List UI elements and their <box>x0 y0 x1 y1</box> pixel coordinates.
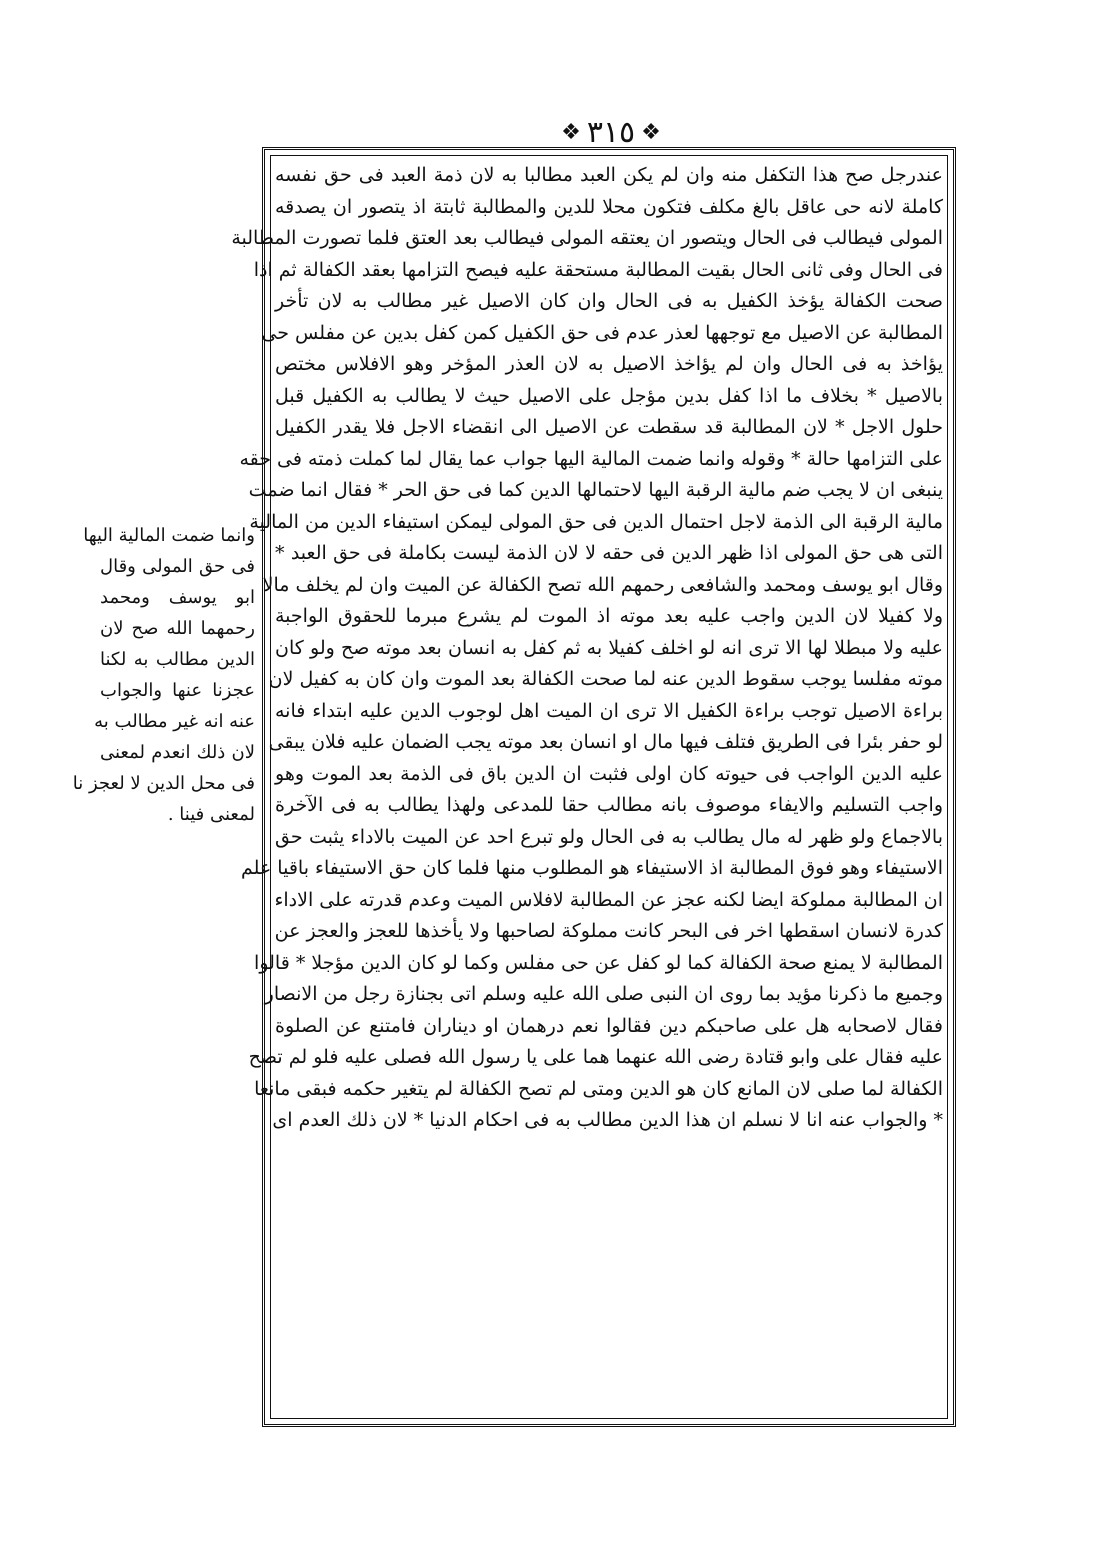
text-line: وجميع ما ذكرنا مؤيد بما روى ان النبى صلى الله عليه وسلم اتى بجنازة رجل من الانصار <box>264 983 943 1005</box>
text-line: فى الحال وفى ثانى الحال بقيت المطالبة مستحقة عليه فيصح التزامها بعقد الكفالة ثم اذا <box>253 258 943 281</box>
page-number <box>556 112 666 152</box>
text-line: بالاجماع ولو ظهر له مال يطالب به فى الحال ولو تبرع احد عن الميت بالاداء يثبت حق <box>275 825 943 848</box>
text-line: * والجواب عنه انا لا نسلم ان هذا الدين مطالب به فى احكام الدنيا * لان ذلك العدم اى <box>272 1109 943 1131</box>
text-line: كاملة لانه حى عاقل بالغ مكلف فتكون محلا للدين والمطالبة ثابتة اذ يتصور ان يصدقه <box>275 195 943 218</box>
text-line: على التزامها حالة * وقوله وانما ضمت المالية اليها جواب عما يقال لما كملت ذمته فى حقه <box>239 447 943 470</box>
text-line: عندرجل صح هذا التكفل منه وان لم يكن العبد مطالبا به لان ذمة العبد فى حق نفسه <box>275 164 943 186</box>
text-line: الكفالة لما صلى لان المانع كان هو الدين ومتى لم تصح الكفالة لم يتغير حكمه فبقى مانعا <box>254 1077 943 1100</box>
text-line: وقال ابو يوسف ومحمد والشافعى رحمهم الله تصح الكفالة عن الميت وان لم يخلف مالا <box>262 573 943 596</box>
main-text-block <box>231 160 944 1137</box>
text-line: التى هى حق المولى اذا ظهر الدين فى حقه لا لان الذمة ليست بكاملة فى حق العبد * <box>275 542 943 564</box>
text-line: ان المطالبة مملوكة ايضا لكنه عجز عن المطالبة لافلاس الميت وعدم قدرته على الاداء <box>274 888 943 911</box>
left-ornament-icon: ❖ <box>641 119 661 145</box>
right-ornament-icon: ❖ <box>561 119 581 145</box>
margin-line: وانما ضمت المالية اليها <box>83 525 255 546</box>
margin-line: لمعنى فينا . <box>167 804 255 825</box>
text-line: ينبغى ان لا يجب ضم مالية الرقبة اليها لاحتمالها الدين كما فى حق الحر * فقال انما ضمت <box>248 479 943 501</box>
text-line: ولا كفيلا لان الدين واجب عليه بعد موته اذ الموت لم يشرع مبرما للحقوق الواجبة <box>275 605 943 627</box>
margin-line: فى محل الدين لا لعجز نا <box>72 773 255 794</box>
text-line: عليه فقال على وابو قتادة رضى الله عنهما هما على يا رسول الله فصلى عليه فلو لم تصح <box>248 1046 943 1068</box>
margin-line: عجزنا عنها والجواب <box>100 680 255 701</box>
margin-line: لان ذلك انعدم لمعنى <box>100 742 255 763</box>
text-line: كدرة لانسان اسقطها اخر فى البحر كانت مملوكة لصاحبها ولا يأخذها للعجز والعجز عن <box>274 920 943 942</box>
text-line: مالية الرقبة الى الذمة لاجل احتمال الدين فى حق المولى ليمكن استيفاء الدين من المالية <box>249 510 943 533</box>
text-line: عليه الدين الواجب فى حيوته كان اولى فثبت ان الدين باق فى الذمة بعد الموت وهو <box>275 762 943 785</box>
text-line: لو حفر بئرا فى الطريق فتلف فيها مال او انسان بعد موته يجب الضمان عليه فلان يبقى <box>268 731 943 753</box>
text-line: عليه ولا مبطلا لها الا ترى انه لو اخلف كفيلا به ثم كفل به انسان بعد موته صح ولو كان <box>275 636 943 659</box>
margin-note <box>72 520 255 830</box>
margin-line: الدين مطالب به لكنا <box>100 649 255 670</box>
text-line: المولى فيطالب فى الحال ويتصور ان يعتقه المولى فيطالب بعد العتق فلما تصورت المطالبة <box>231 227 943 249</box>
text-line: براءة الاصيل توجب براءة الكفيل الا ترى ان الميت اهل لوجوب الدين عليه ابتداء فانه <box>275 699 943 722</box>
text-line: فقال لاصحابه هل على صاحبكم دين فقالوا نعم درهمان او ديناران فامتنع عن الصلوة <box>275 1014 943 1037</box>
text-line: المطالبة لا يمنع صحة الكفالة كما لو كفل عن حى مفلس وكما لو كان الدين مؤجلا * قالوا <box>254 951 943 974</box>
text-line: صحت الكفالة يؤخذ الكفيل به فى الحال وان كان الاصيل غير مطالب به لان تأخر <box>275 290 943 312</box>
text-line: موته مفلسا يوجب سقوط الدين عنه لما صحت الكفالة بعد الموت وان كان به كفيل لان <box>268 668 943 690</box>
text-line: يؤاخذ به فى الحال وان لم يؤاخذ الاصيل به لان العذر المؤخر وهو الافلاس مختص <box>275 353 943 375</box>
margin-line: فى حق المولى وقال <box>100 556 255 577</box>
margin-line: عنه انه غير مطالب به <box>94 711 255 732</box>
text-line: واجب التسليم والايفاء موصوف بانه مطالب حقا للمدعى ولهذا يطالب به فى الآخرة <box>275 794 943 816</box>
page-number-text: ٣١٥ <box>586 114 636 150</box>
text-line: حلول الاجل * لان المطالبة قد سقطت عن الاصيل الى انقضاء الاجل فلا يقدر الكفيل <box>275 416 943 438</box>
margin-line: ابو يوسف ومحمد <box>100 587 255 608</box>
margin-line: رحمهما الله صح لان <box>100 618 255 639</box>
text-line: بالاصيل * بخلاف ما اذا كفل بدين مؤجل على الاصيل حيث لا يطالب به الكفيل قبل <box>275 384 944 407</box>
text-line: الاستيفاء وهو فوق المطالبة اذ الاستيفاء هو المطلوب منها فلما كان حق الاستيفاء باقيا علم <box>241 857 943 879</box>
text-line: المطالبة عن الاصيل مع توجهها لعذر عدم فى حق الكفيل كمن كفل بدين عن مفلس حى <box>261 321 943 344</box>
